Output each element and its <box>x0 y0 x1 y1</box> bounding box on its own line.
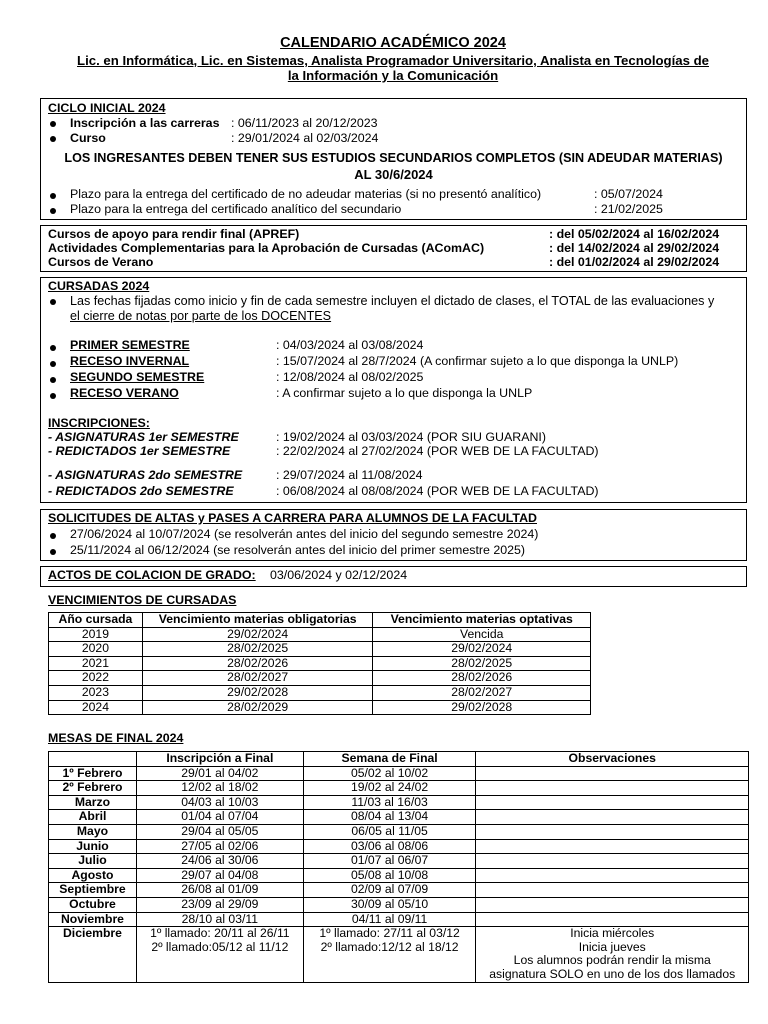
table-cell <box>476 883 749 898</box>
period-label: RECESO INVERNAL <box>70 354 190 368</box>
table-cell: 29/02/2024 <box>142 627 373 642</box>
table-cell: 03/06 al 08/06 <box>303 839 476 854</box>
table-cell: 28/02/2026 <box>373 671 591 686</box>
table-row <box>49 627 591 642</box>
column-header: Semana de Final <box>303 752 476 767</box>
table-cell: 29/07 al 04/08 <box>136 868 303 883</box>
table-row <box>49 912 749 927</box>
diciembre-insc-cell <box>136 927 303 982</box>
curso-label: Cursos de apoyo para rendir final (APREF) <box>48 227 300 241</box>
table-header-row <box>49 752 749 767</box>
table-cell <box>476 897 749 912</box>
table-cell: 04/11 al 09/11 <box>303 912 476 927</box>
diciembre-obs-cell <box>476 927 749 982</box>
table-cell <box>476 868 749 883</box>
page-title: CALENDARIO ACADÉMICO 2024 <box>280 35 506 51</box>
column-header <box>49 752 137 767</box>
period-value: : 04/03/2024 al 03/08/2024 <box>276 338 424 352</box>
mesas-heading: MESAS DE FINAL 2024 <box>48 731 184 745</box>
table-cell: 08/04 al 13/04 <box>303 810 476 825</box>
ciclo-item-label: Inscripción a las carreras <box>70 116 220 130</box>
table-cell: 2023 <box>49 685 143 700</box>
period-value: : A confirmar sujeto a lo que disponga la UNLP <box>276 386 533 400</box>
table-cell <box>476 824 749 839</box>
table-row-diciembre <box>49 927 749 982</box>
table-cell: 2021 <box>49 656 143 671</box>
solicitudes-heading: SOLICITUDES DE ALTAS y PASES A CARRERA PARA ALUMNOS DE LA FACULTAD <box>48 511 537 525</box>
column-header: Inscripción a Final <box>136 752 303 767</box>
month-cell: 2º Febrero <box>49 781 137 796</box>
month-cell: Noviembre <box>49 912 137 927</box>
insc-label: - ASIGNATURAS 1er SEMESTRE <box>48 430 239 444</box>
bullet-icon <box>50 299 56 305</box>
table-row <box>49 839 749 854</box>
table-cell: 23/09 al 29/09 <box>136 897 303 912</box>
table-row <box>49 868 749 883</box>
cell-line: asignatura SOLO en uno de los dos llamados <box>489 966 736 981</box>
cell-line: Inicia miércoles <box>570 926 655 941</box>
actos-label: ACTOS DE COLACION DE GRADO: <box>48 568 256 582</box>
insc-label: - REDICTADOS 2do SEMESTRE <box>48 484 234 498</box>
month-cell: Septiembre <box>49 883 137 898</box>
column-header: Observaciones <box>476 752 749 767</box>
table-cell <box>476 839 749 854</box>
bullet-icon <box>50 121 56 127</box>
cell-line: 1º llamado: 27/11 al 03/12 <box>319 926 460 941</box>
period-label: SEGUNDO SEMESTRE <box>70 370 205 384</box>
diciembre-semana-cell <box>303 927 476 982</box>
vencimientos-heading: VENCIMIENTOS DE CURSADAS <box>48 593 237 607</box>
month-cell: Junio <box>49 839 137 854</box>
table-cell: 28/02/2026 <box>142 656 373 671</box>
table-cell: 19/02 al 24/02 <box>303 781 476 796</box>
table-cell: 27/05 al 02/06 <box>136 839 303 854</box>
table-cell <box>476 766 749 781</box>
table-row <box>49 766 749 781</box>
table-cell: 28/02/2027 <box>142 671 373 686</box>
table-cell: 2024 <box>49 700 143 715</box>
ciclo-item-value: : 29/01/2024 al 02/03/2024 <box>231 131 379 145</box>
table-row <box>49 824 749 839</box>
period-label: RECESO VERANO <box>70 386 179 400</box>
table-cell: 30/09 al 05/10 <box>303 897 476 912</box>
table-cell: 28/02/2029 <box>142 700 373 715</box>
table-row <box>49 685 591 700</box>
table-row <box>49 700 591 715</box>
table-cell: 29/02/2028 <box>373 700 591 715</box>
table-cell <box>476 810 749 825</box>
table-cell <box>476 781 749 796</box>
bullet-icon <box>50 345 56 351</box>
ciclo-heading: CICLO INICIAL 2024 <box>48 101 166 115</box>
bullet-icon <box>50 136 56 142</box>
table-cell: 28/02/2027 <box>373 685 591 700</box>
table-cell: 29/02/2028 <box>142 685 373 700</box>
solicitud-item: 27/06/2024 al 10/07/2024 (se resolverán antes del inicio del segundo semestre 2024) <box>70 527 539 541</box>
period-label: PRIMER SEMESTRE <box>70 338 190 352</box>
cursadas-heading: CURSADAS 2024 <box>48 279 150 293</box>
insc-label: - REDICTADOS 1er SEMESTRE <box>48 444 231 458</box>
table-cell: 05/08 al 10/08 <box>303 868 476 883</box>
bullet-icon <box>50 193 56 199</box>
page-subtitle-line1: Lic. en Informática, Lic. en Sistemas, Analista Programador Universitario, Analista en Tecnologías de <box>77 53 709 68</box>
table-row <box>49 781 749 796</box>
insc-value: : 19/02/2024 al 03/03/2024 (POR SIU GUARANI) <box>276 430 546 444</box>
insc-label: - ASIGNATURAS 2do SEMESTRE <box>48 468 243 482</box>
ciclo-notice-date: AL 30/6/2024 <box>354 167 433 182</box>
table-cell: 28/02/2025 <box>142 642 373 657</box>
cell-line: 1º llamado: 20/11 al 26/11 <box>150 926 290 941</box>
table-cell: 12/02 al 18/02 <box>136 781 303 796</box>
table-row <box>49 656 591 671</box>
table-cell: 28/10 al 03/11 <box>136 912 303 927</box>
curso-label: Actividades Complementarias para la Aprobación de Cursadas (AComAC) <box>48 241 485 255</box>
plazo-value: : 21/02/2025 <box>594 202 663 216</box>
table-row <box>49 883 749 898</box>
curso-value: : del 14/02/2024 al 29/02/2024 <box>549 241 720 255</box>
table-row <box>49 897 749 912</box>
cell-line: Los alumnos podrán rendir la misma <box>513 953 711 968</box>
table-cell <box>476 912 749 927</box>
period-value: : 15/07/2024 al 28/7/2024 (A confirmar sujeto a lo que disponga la UNLP) <box>276 354 679 368</box>
table-cell: Vencida <box>373 627 591 642</box>
bullet-icon <box>50 533 56 539</box>
cell-line: 2º llamado:12/12 al 18/12 <box>320 939 459 954</box>
plazo-label: Plazo para la entrega del certificado analítico del secundario <box>70 202 402 216</box>
ciclo-item-label: Curso <box>70 131 106 145</box>
table-row <box>49 642 591 657</box>
ciclo-item-value: : 06/11/2023 al 20/12/2023 <box>231 116 378 130</box>
plazo-label: Plazo para la entrega del certificado de no adeudar materias (si no presentó analítico) <box>70 187 542 201</box>
table-cell: 01/07 al 06/07 <box>303 854 476 869</box>
table-cell: 02/09 al 07/09 <box>303 883 476 898</box>
table-row <box>49 671 591 686</box>
vencimientos-table <box>48 612 591 715</box>
table-header-row <box>49 613 591 628</box>
table-cell: 2019 <box>49 627 143 642</box>
bullet-icon <box>50 393 56 399</box>
curso-value: : del 01/02/2024 al 29/02/2024 <box>549 255 720 269</box>
table-cell <box>476 854 749 869</box>
period-value: : 12/08/2024 al 08/02/2025 <box>276 370 424 384</box>
actos-value: 03/06/2024 y 02/12/2024 <box>270 568 408 582</box>
curso-label: Cursos de Verano <box>48 255 154 269</box>
table-cell: 01/04 al 07/04 <box>136 810 303 825</box>
plazo-value: : 05/07/2024 <box>594 187 663 201</box>
table-cell: 2022 <box>49 671 143 686</box>
table-cell: 29/02/2024 <box>373 642 591 657</box>
insc-value: : 22/02/2024 al 27/02/2024 (POR WEB DE LA FACULTAD) <box>276 444 599 458</box>
month-cell: Abril <box>49 810 137 825</box>
table-cell: 24/06 al 30/06 <box>136 854 303 869</box>
page-subtitle-line2: la Información y la Comunicación <box>287 68 499 83</box>
table-cell: 04/03 al 10/03 <box>136 795 303 810</box>
table-cell <box>476 795 749 810</box>
solicitud-item: 25/11/2024 al 06/12/2024 (se resolverán antes del inicio del primer semestre 2025) <box>70 543 526 557</box>
month-cell: Agosto <box>49 868 137 883</box>
bullet-icon <box>50 208 56 214</box>
month-cell: Marzo <box>49 795 137 810</box>
table-cell: 26/08 al 01/09 <box>136 883 303 898</box>
cursadas-note: Las fechas fijadas como inicio y fin de cada semestre incluyen el dictado de clases, el TOTAL de las evaluaciones y <box>70 294 715 308</box>
mesas-table <box>48 751 749 983</box>
table-cell: 11/03 al 16/03 <box>303 795 476 810</box>
month-cell: Octubre <box>49 897 137 912</box>
bullet-icon <box>50 361 56 367</box>
table-cell: 29/04 al 05/05 <box>136 824 303 839</box>
cursadas-note-line2: el cierre de notas por parte de los DOCENTES <box>70 309 332 323</box>
table-row <box>49 854 749 869</box>
month-cell: Diciembre <box>49 927 137 982</box>
curso-value: : del 05/02/2024 al 16/02/2024 <box>549 227 720 241</box>
insc-value: : 29/07/2024 al 11/08/2024 <box>276 468 423 482</box>
ciclo-notice: LOS INGRESANTES DEBEN TENER SUS ESTUDIOS SECUNDARIOS COMPLETOS (SIN ADEUDAR MATERIAS) <box>64 151 723 165</box>
bullet-icon <box>50 377 56 383</box>
insc-value: : 06/08/2024 al 08/08/2024 (POR WEB DE LA FACULTAD) <box>276 484 599 498</box>
cell-line: 2º llamado:05/12 al 11/12 <box>151 939 289 954</box>
table-row <box>49 810 749 825</box>
table-cell: 05/02 al 10/02 <box>303 766 476 781</box>
column-header: Vencimiento materias obligatorias <box>142 613 373 628</box>
column-header: Vencimiento materias optativas <box>373 613 591 628</box>
table-row <box>49 795 749 810</box>
column-header: Año cursada <box>49 613 143 628</box>
cell-line: Inicia jueves <box>578 939 646 954</box>
table-cell: 28/02/2025 <box>373 656 591 671</box>
month-cell: Julio <box>49 854 137 869</box>
table-cell: 06/05 al 11/05 <box>303 824 476 839</box>
table-cell: 2020 <box>49 642 143 657</box>
table-cell: 29/01 al 04/02 <box>136 766 303 781</box>
bullet-icon <box>50 549 56 555</box>
month-cell: 1º Febrero <box>49 766 137 781</box>
inscripciones-heading: INSCRIPCIONES: <box>48 416 150 430</box>
month-cell: Mayo <box>49 824 137 839</box>
